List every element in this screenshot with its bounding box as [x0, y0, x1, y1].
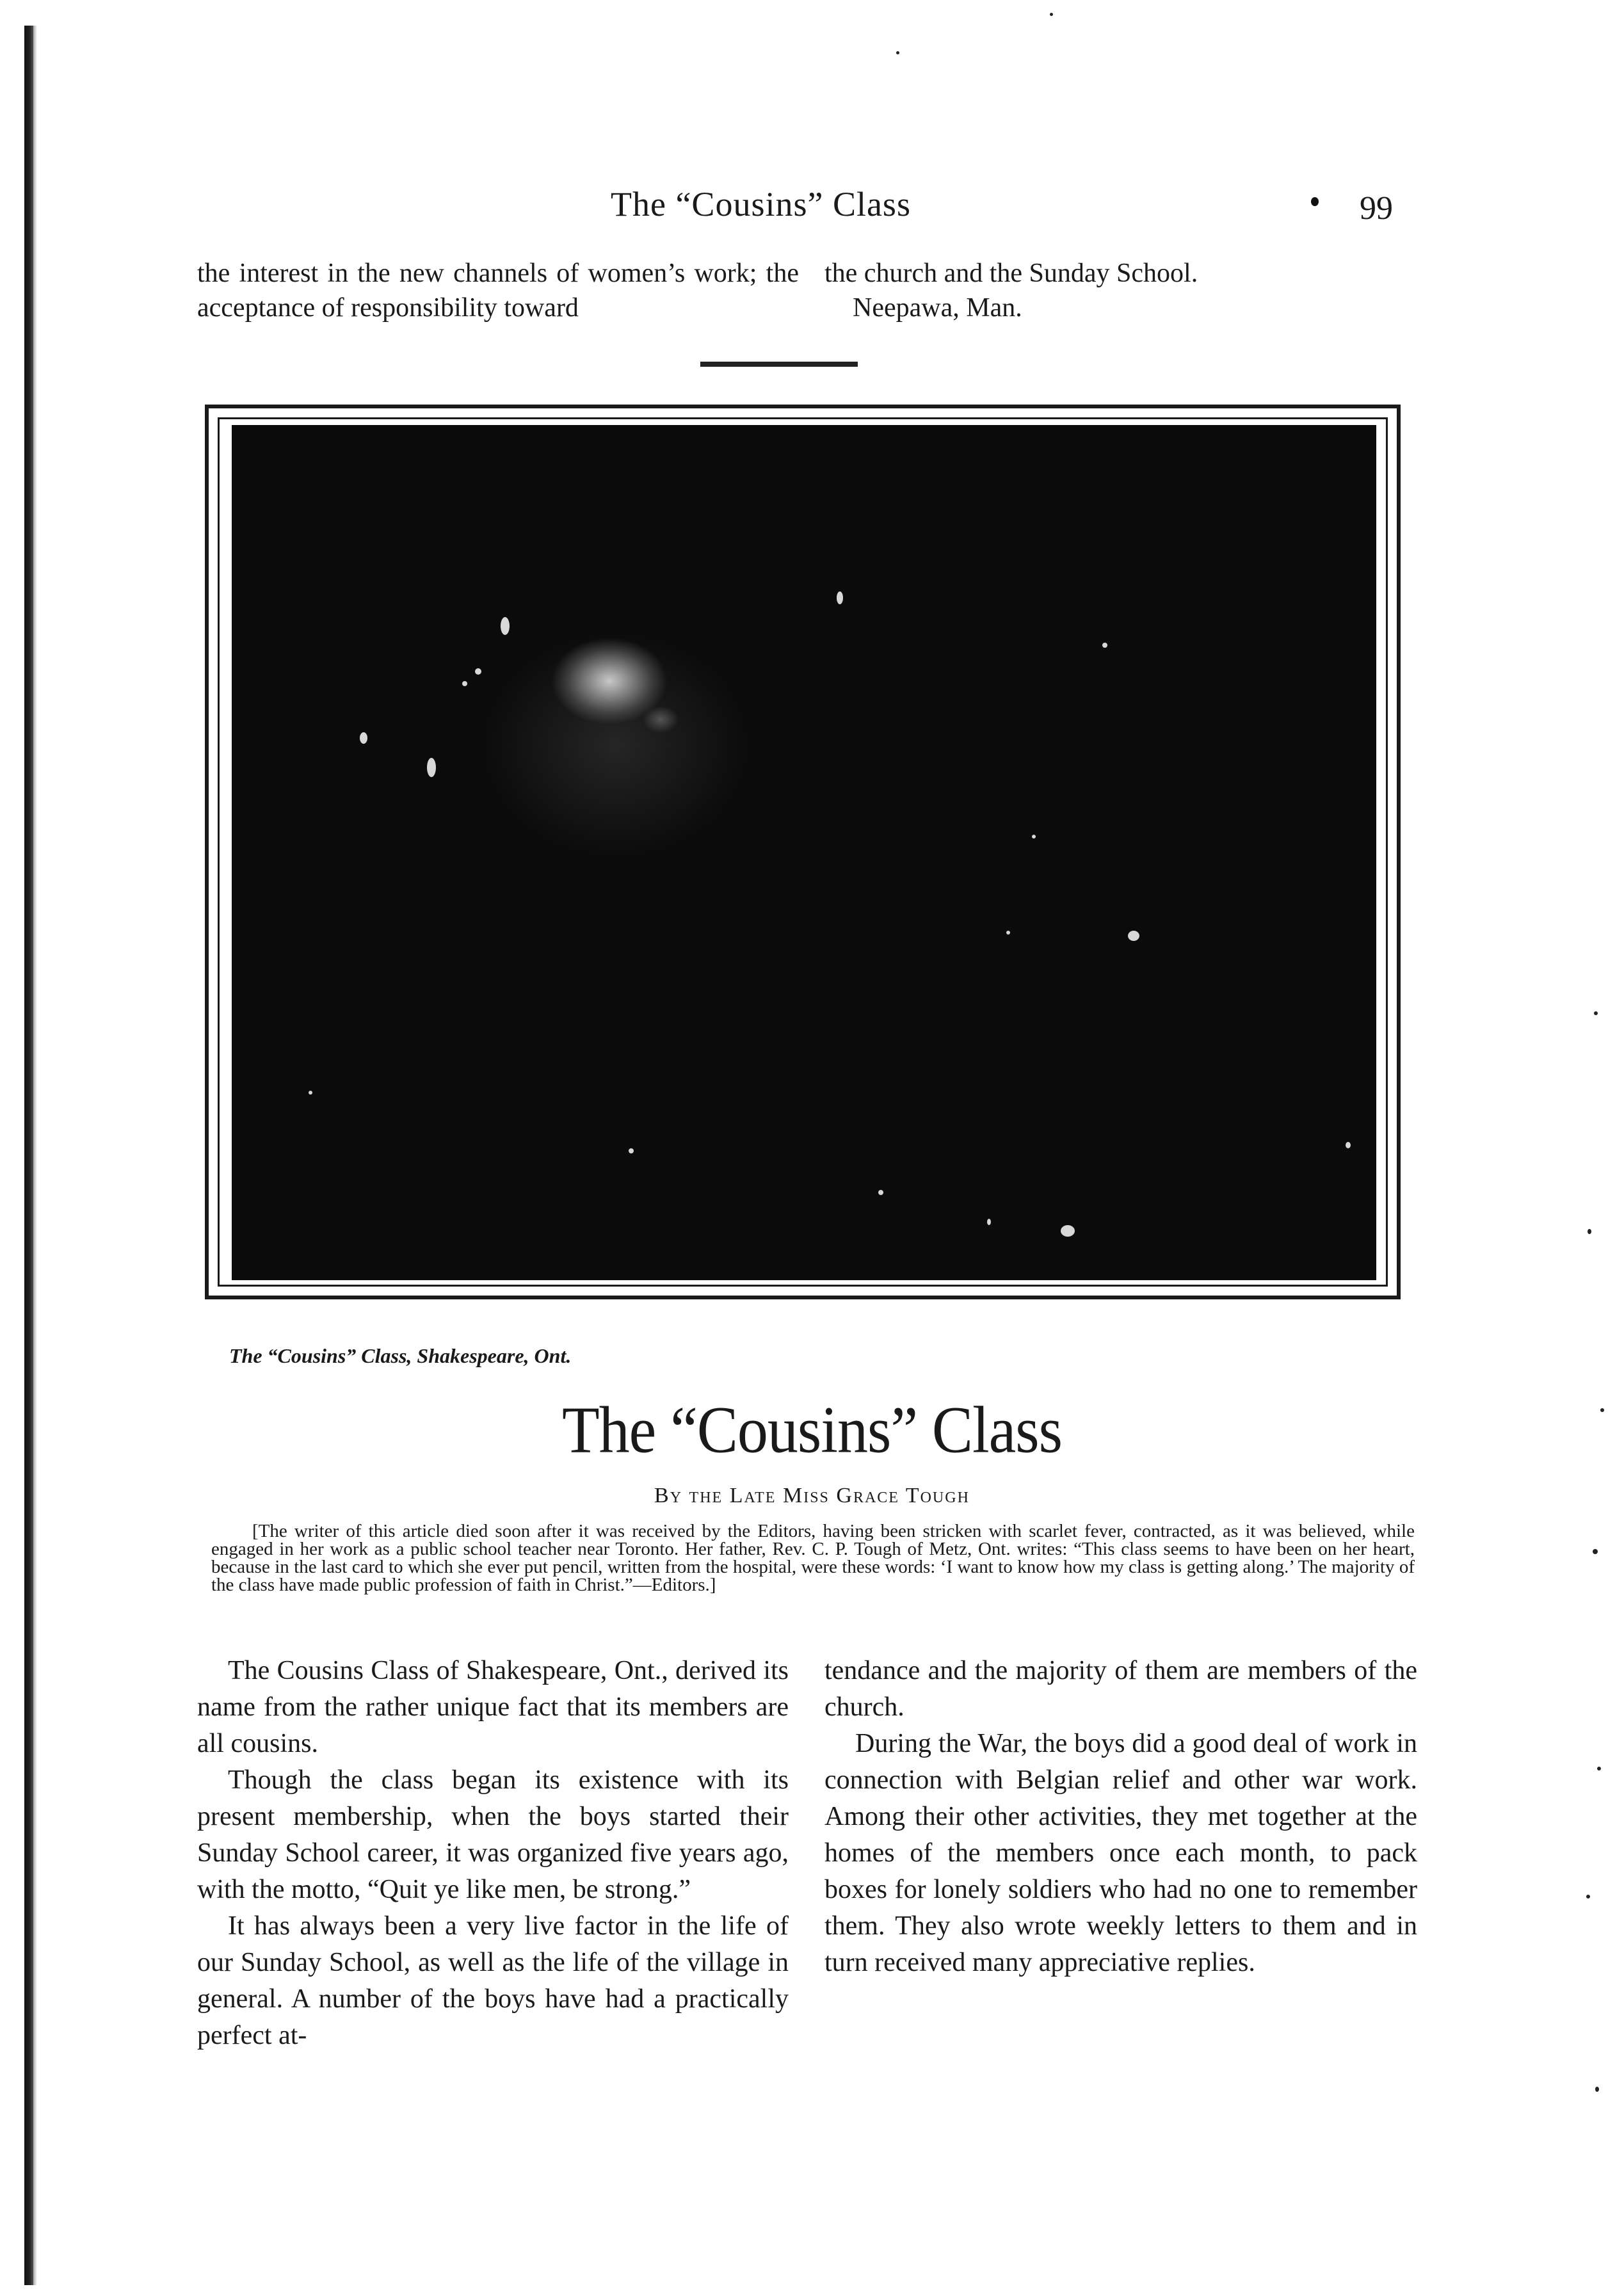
photo-speck: [1128, 931, 1139, 941]
scan-dust: [1597, 1767, 1601, 1770]
photo-speck: [1061, 1225, 1075, 1237]
scan-dust: [1594, 1011, 1598, 1015]
photo-speck: [987, 1219, 991, 1225]
scan-dust: [1600, 1408, 1604, 1412]
running-title: The “Cousins” Class: [611, 185, 911, 223]
photo-speck: [501, 617, 510, 635]
header-bullet: [1311, 197, 1319, 206]
scan-dust: [1050, 13, 1053, 16]
running-header: [197, 181, 1413, 232]
photo-speck: [309, 1091, 312, 1095]
photo-speck: [1006, 931, 1010, 935]
binding-shadow: [33, 26, 37, 2285]
paragraph: The Cousins Class of Shakespeare, Ont., derived its name from the rather unique fact that its members are all cousins.: [197, 1656, 789, 1758]
previous-article-signoff: Neepawa, Man.: [853, 293, 1022, 323]
photo-speck: [1032, 835, 1036, 839]
photo-speck: [1346, 1142, 1351, 1148]
photo-speck: [475, 668, 481, 675]
previous-article-right: [824, 256, 1401, 325]
scan-dust: [896, 51, 899, 54]
paragraph: It has always been a very live factor in the life of our Sunday School, as well as the life of the village in general. A number of the boys have had a practically perfect at-: [197, 1911, 789, 2050]
paragraph: tendance and the majority of them are members of the church.: [824, 1656, 1417, 1722]
photo-speck: [837, 591, 843, 604]
article-right-column: [824, 1653, 1417, 1981]
section-divider: [700, 362, 858, 367]
photo-speck: [427, 758, 436, 777]
page-number: 99: [1360, 190, 1393, 227]
photo-frame: [205, 405, 1401, 1299]
previous-article-left-text: the interest in the new channels of women’s work; the acceptance of responsibility toward: [197, 259, 799, 323]
class-photograph: [232, 425, 1376, 1280]
photo-speck: [1102, 643, 1107, 648]
scan-dust: [1593, 1549, 1598, 1554]
photo-speck: [878, 1190, 883, 1195]
editor-note: [The writer of this article died soon after it was received by the Editors, having been stricken with scarlet fever, contracted, as it was believed, while engaged in her work as a public school teacher near Toronto. Her father, Rev. C. P. Tough of Metz, Ont. writes: “This class seems to have been on her heart, because in the last card to which she ever put pencil, written from the hospital, were these words: ‘I want to know how my class is getting along.’ The majority of the class have made public profession of faith in Christ.”—Editors.]: [211, 1521, 1415, 1595]
photo-speck: [360, 732, 367, 744]
scan-dust: [1588, 1229, 1591, 1234]
scan-dust: [1586, 1895, 1590, 1899]
article-title: The “Cousins” Class: [562, 1392, 1062, 1467]
scan-dust: [1595, 2087, 1599, 2092]
photo-speck: [629, 1148, 634, 1153]
article-byline: By the Late Miss Grace Tough: [654, 1484, 970, 1507]
article-left-column: [197, 1653, 789, 2054]
paragraph: Though the class began its existence with its present membership, when the boys started their Sunday School career, it was organized five years ago, with the motto, “Quit ye like men, be strong.”: [197, 1765, 789, 1904]
previous-article-right-text: the church and the Sunday School.: [824, 259, 1198, 288]
photo-caption: The “Cousins” Class, Shakespeare, Ont.: [229, 1344, 572, 1367]
photo-speck: [462, 681, 467, 686]
paragraph: During the War, the boys did a good deal of work in connection with Belgian relief and other war work. Among their other activities, they met together at the homes of the members once each month, to pack boxes for lonely soldiers who had no one to remember them. They also wrote weekly letters to them and in turn received many appreciative replies.: [824, 1729, 1417, 1977]
binding-edge: [24, 26, 33, 2285]
